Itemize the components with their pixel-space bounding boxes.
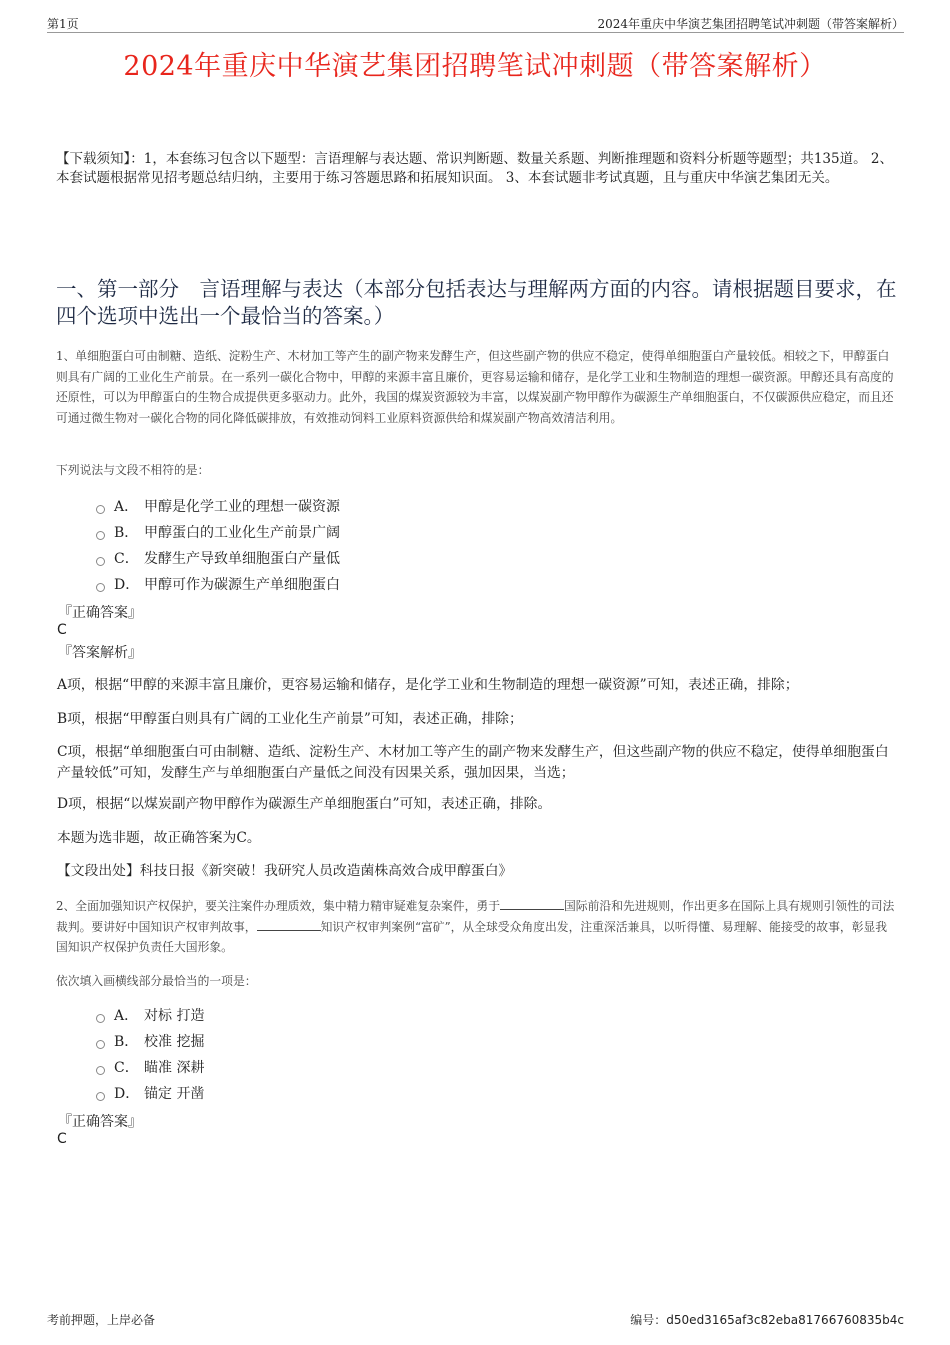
analysis-c: C项，根据“单细胞蛋白可由制糖、造纸、淀粉生产、木材加工等产生的副产物来发酵生产，但这些副产物的供应不稳定，使得单细胞蛋白产量较低”可知，发酵生产与单细胞蛋白产量低之间没有因果关系，强加因果，当选；	[57, 744, 889, 781]
question-1-options	[96, 493, 340, 597]
question-2-options	[96, 1002, 204, 1106]
radio-icon[interactable]	[96, 583, 105, 592]
radio-icon[interactable]	[96, 1066, 105, 1075]
option-d[interactable]: D． 甲醇可作为碳源生产单细胞蛋白	[96, 571, 340, 597]
correct-answer-label: 『正确答案』	[58, 1114, 142, 1130]
analysis-label: 『答案解析』	[58, 645, 142, 661]
header-doc-title: 2024年重庆中华演艺集团招聘笔试冲刺题（带答案解析）	[597, 17, 904, 31]
download-notice: 【下载须知】：1，本套练习包含以下题型：言语理解与表达题、常识判断题、数量关系题、判断推理题和资料分析题等题型；共135道。 2、本套试题根据常见招考题总结归纳，主要用于练习答题思路和拓展知识面。 3、本套试题非考试真题，且与重庆中华演艺集团无关。	[56, 151, 893, 186]
radio-icon[interactable]	[96, 531, 105, 540]
radio-icon[interactable]	[96, 1092, 105, 1101]
option-a[interactable]: A． 甲醇是化学工业的理想一碳资源	[96, 493, 340, 519]
option-a[interactable]: A． 对标 打造	[96, 1002, 204, 1028]
correct-answer: C	[57, 622, 67, 638]
page-number: 第1页	[47, 17, 79, 31]
radio-icon[interactable]	[96, 1040, 105, 1049]
question-1-text: 1、单细胞蛋白可由制糖、造纸、淀粉生产、木材加工等产生的副产物来发酵生产，但这些副产物的供应不稳定，使得单细胞蛋白产量较低。相较之下，甲醇蛋白则具有广阔的工业化生产前景。在一系列一碳化合物中，甲醇的来源丰富且廉价，更容易运输和储存，是化学工业和生物制造的理想一碳资源。甲醇还具有高度的还原性，可以为甲醇蛋白的生物合成提供更多驱动力。此外，我国的煤炭资源较为丰富，以煤炭副产物甲醇作为碳源生产单细胞蛋白，不仅碳源供应稳定，而且还可通过微生物对一碳化合物的同化降低碳排放，有效推动饲料工业原料资源供给和煤炭副产物高效清洁利用。	[56, 349, 894, 425]
analysis-b: B项，根据“甲醇蛋白则具有广阔的工业化生产前景”可知，表述正确，排除；	[57, 711, 523, 727]
source-citation: 【文段出处】科技日报《新突破！我研究人员改造菌株高效合成甲醇蛋白》	[57, 863, 513, 879]
blank-1	[500, 898, 564, 910]
analysis-a: A项，根据“甲醇的来源丰富且廉价，更容易运输和储存，是化学工业和生物制造的理想一碳资源”可知，表述正确，排除；	[57, 677, 799, 693]
option-b[interactable]: B． 甲醇蛋白的工业化生产前景广阔	[96, 519, 340, 545]
document-code: 编号：d50ed3165af3c82eba81766760835b4c	[630, 1313, 904, 1327]
blank-2	[257, 919, 321, 931]
page-header	[47, 12, 904, 33]
analysis-d: D项，根据“以煤炭副产物甲醇作为碳源生产单细胞蛋白”可知，表述正确，排除。	[57, 796, 552, 812]
correct-answer-label: 『正确答案』	[58, 605, 142, 621]
option-d[interactable]: D． 锚定 开凿	[96, 1080, 204, 1106]
question-1-prompt: 下列说法与文段不相符的是：	[56, 463, 210, 477]
document-title: 2024年重庆中华演艺集团招聘笔试冲刺题（带答案解析）	[123, 51, 827, 82]
correct-answer: C	[57, 1131, 67, 1147]
analysis-conclusion: 本题为选非题，故正确答案为C。	[57, 830, 261, 846]
radio-icon[interactable]	[96, 505, 105, 514]
question-2-text: 2、全面加强知识产权保护，要关注案件办理质效，集中精力精审疑难复杂案件，勇于 国际前沿和先进规则，作出更多在国际上具有规则引领性的司法裁判。要讲好中国知识产权审判故事， 知识产权审判案例“富矿”，从全球受众角度出发，注重深活兼具，以听得懂、易理解、能接受的故事，彰显我国知识产权保护负责任大国形象。	[56, 899, 895, 954]
radio-icon[interactable]	[96, 557, 105, 566]
option-c[interactable]: C． 瞄准 深耕	[96, 1054, 204, 1080]
option-c[interactable]: C． 发酵生产导致单细胞蛋白产量低	[96, 545, 340, 571]
question-2-prompt: 依次填入画横线部分最恰当的一项是：	[56, 974, 257, 988]
radio-icon[interactable]	[96, 1014, 105, 1023]
section-heading: 一、第一部分 言语理解与表达（本部分包括表达与理解两方面的内容。请根据题目要求，在四个选项中选出一个最恰当的答案。）	[56, 277, 897, 328]
option-b[interactable]: B． 校准 挖掘	[96, 1028, 204, 1054]
footer-slogan: 考前押题，上岸必备	[47, 1313, 156, 1327]
